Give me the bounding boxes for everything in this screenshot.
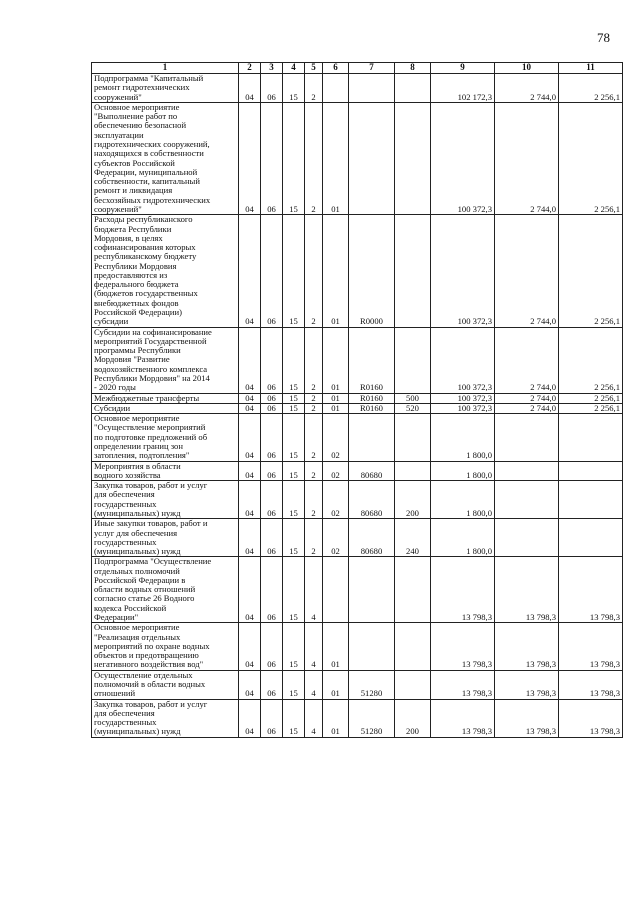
table-row xyxy=(92,102,623,214)
table-body xyxy=(92,74,623,738)
code-cell: 06 xyxy=(261,699,283,737)
code-cell: 04 xyxy=(239,557,261,623)
code-cell: 2 xyxy=(305,215,323,327)
code-cell: 51280 xyxy=(349,699,395,737)
code-cell: 80680 xyxy=(349,519,395,557)
code-cell: R0000 xyxy=(349,215,395,327)
table-row xyxy=(92,699,623,737)
code-cell: 2 xyxy=(305,414,323,461)
code-cell: 02 xyxy=(323,519,349,557)
amount-cell: 13 798,3 xyxy=(559,670,623,699)
code-cell: 200 xyxy=(395,699,431,737)
code-cell xyxy=(395,327,431,393)
row-name: Основное мероприятие "Осуществление мероприятий по подготовке предложений об определении границ зон затопления, подтопления" xyxy=(92,414,239,461)
code-cell: 04 xyxy=(239,215,261,327)
code-cell: 15 xyxy=(283,393,305,403)
code-cell xyxy=(395,74,431,103)
amount-cell: 2 256,1 xyxy=(559,403,623,413)
amount-cell xyxy=(559,414,623,461)
code-cell: 04 xyxy=(239,461,261,481)
code-cell xyxy=(323,557,349,623)
code-cell: 01 xyxy=(323,699,349,737)
code-cell: 15 xyxy=(283,623,305,670)
code-cell xyxy=(349,102,395,214)
code-cell: 06 xyxy=(261,215,283,327)
code-cell: 51280 xyxy=(349,670,395,699)
amount-cell: 1 800,0 xyxy=(431,481,495,519)
amount-cell: 100 372,3 xyxy=(431,393,495,403)
amount-cell xyxy=(559,519,623,557)
code-cell: 04 xyxy=(239,327,261,393)
code-cell xyxy=(349,557,395,623)
code-cell: 4 xyxy=(305,699,323,737)
code-cell: 2 xyxy=(305,393,323,403)
table-row xyxy=(92,461,623,481)
code-cell: 02 xyxy=(323,461,349,481)
code-cell: 04 xyxy=(239,699,261,737)
amount-cell: 2 256,1 xyxy=(559,393,623,403)
amount-cell: 1 800,0 xyxy=(431,519,495,557)
amount-cell: 13 798,3 xyxy=(431,670,495,699)
code-cell: 02 xyxy=(323,414,349,461)
code-cell: 15 xyxy=(283,74,305,103)
code-cell: 80680 xyxy=(349,461,395,481)
budget-table xyxy=(91,62,623,738)
code-cell: 2 xyxy=(305,102,323,214)
table-row xyxy=(92,557,623,623)
table-row xyxy=(92,74,623,103)
column-header: 9 xyxy=(431,63,495,74)
code-cell: 06 xyxy=(261,393,283,403)
amount-cell: 13 798,3 xyxy=(431,623,495,670)
code-cell: 15 xyxy=(283,481,305,519)
amount-cell: 13 798,3 xyxy=(559,557,623,623)
amount-cell: 1 800,0 xyxy=(431,461,495,481)
code-cell: 06 xyxy=(261,327,283,393)
column-header: 6 xyxy=(323,63,349,74)
code-cell: 15 xyxy=(283,519,305,557)
page-number: 78 xyxy=(597,30,610,45)
column-header: 2 xyxy=(239,63,261,74)
code-cell: 15 xyxy=(283,699,305,737)
code-cell: 04 xyxy=(239,670,261,699)
table-row xyxy=(92,215,623,327)
amount-cell: 2 744,0 xyxy=(495,102,559,214)
code-cell: 06 xyxy=(261,102,283,214)
code-cell: 06 xyxy=(261,414,283,461)
code-cell: 06 xyxy=(261,557,283,623)
amount-cell xyxy=(559,481,623,519)
amount-cell: 13 798,3 xyxy=(559,699,623,737)
code-cell: 04 xyxy=(239,393,261,403)
code-cell: 240 xyxy=(395,519,431,557)
code-cell: 2 xyxy=(305,481,323,519)
code-cell: 15 xyxy=(283,215,305,327)
code-cell: 06 xyxy=(261,481,283,519)
code-cell xyxy=(395,461,431,481)
amount-cell: 2 744,0 xyxy=(495,74,559,103)
code-cell: 15 xyxy=(283,557,305,623)
table-row xyxy=(92,481,623,519)
row-name: Подпрограмма "Осуществление отдельных полномочий Российской Федерации в области водных отношений согласно статье 26 Водного кодекса Российской Федерации" xyxy=(92,557,239,623)
code-cell xyxy=(395,414,431,461)
table-row xyxy=(92,623,623,670)
amount-cell xyxy=(495,461,559,481)
column-header: 8 xyxy=(395,63,431,74)
amount-cell: 2 256,1 xyxy=(559,102,623,214)
code-cell: 02 xyxy=(323,481,349,519)
code-cell: 01 xyxy=(323,215,349,327)
code-cell: 2 xyxy=(305,519,323,557)
code-cell xyxy=(349,623,395,670)
code-cell: 01 xyxy=(323,393,349,403)
column-header: 3 xyxy=(261,63,283,74)
code-cell: 4 xyxy=(305,623,323,670)
code-cell: 2 xyxy=(305,403,323,413)
code-cell: 04 xyxy=(239,74,261,103)
row-name: Субсидии xyxy=(92,403,239,413)
amount-cell: 13 798,3 xyxy=(495,557,559,623)
code-cell: 80680 xyxy=(349,481,395,519)
amount-cell: 13 798,3 xyxy=(495,670,559,699)
table-row xyxy=(92,393,623,403)
table-row xyxy=(92,327,623,393)
code-cell: 06 xyxy=(261,403,283,413)
code-cell: 15 xyxy=(283,403,305,413)
table-row xyxy=(92,403,623,413)
code-cell: 4 xyxy=(305,557,323,623)
row-name: Иные закупки товаров, работ и услуг для обеспечения государственных (муниципальных) нужд xyxy=(92,519,239,557)
amount-cell: 100 372,3 xyxy=(431,215,495,327)
code-cell xyxy=(395,557,431,623)
code-cell: 04 xyxy=(239,102,261,214)
code-cell: 01 xyxy=(323,327,349,393)
code-cell: 01 xyxy=(323,102,349,214)
row-name: Осуществление отдельных полномочий в области водных отношений xyxy=(92,670,239,699)
code-cell: 01 xyxy=(323,403,349,413)
code-cell: 4 xyxy=(305,670,323,699)
code-cell: 04 xyxy=(239,414,261,461)
amount-cell: 2 256,1 xyxy=(559,215,623,327)
amount-cell: 2 744,0 xyxy=(495,215,559,327)
row-name: Субсидии на софинансирование мероприятий Государственной программы Республики Мордовия "Развитие водохозяйственного комплекса Республики Мордовия" на 2014 - 2020 годы xyxy=(92,327,239,393)
code-cell: 15 xyxy=(283,102,305,214)
amount-cell: 2 256,1 xyxy=(559,327,623,393)
code-cell: 04 xyxy=(239,519,261,557)
code-cell: 06 xyxy=(261,623,283,670)
column-header: 5 xyxy=(305,63,323,74)
code-cell: 2 xyxy=(305,327,323,393)
code-cell xyxy=(395,102,431,214)
amount-cell xyxy=(559,461,623,481)
row-name: Мероприятия в области водного хозяйства xyxy=(92,461,239,481)
code-cell: R0160 xyxy=(349,393,395,403)
column-header: 10 xyxy=(495,63,559,74)
amount-cell: 13 798,3 xyxy=(495,623,559,670)
amount-cell: 100 372,3 xyxy=(431,403,495,413)
row-name: Закупка товаров, работ и услуг для обеспечения государственных (муниципальных) нужд xyxy=(92,699,239,737)
code-cell: 2 xyxy=(305,461,323,481)
row-name: Подпрограмма "Капитальный ремонт гидротехнических сооружений" xyxy=(92,74,239,103)
code-cell xyxy=(349,414,395,461)
row-name: Основное мероприятие "Выполнение работ по обеспечению безопасной эксплуатации гидротехнических сооружений, находящихся в собственности субъектов Российской Федерации, муниципальной собственности, капитальный ремонт и ликвидация бесхозяйных гидротехнических сооружений" xyxy=(92,102,239,214)
amount-cell: 100 372,3 xyxy=(431,327,495,393)
code-cell xyxy=(395,670,431,699)
code-cell: 520 xyxy=(395,403,431,413)
row-name: Межбюджетные трансферты xyxy=(92,393,239,403)
column-header: 4 xyxy=(283,63,305,74)
amount-cell: 2 744,0 xyxy=(495,393,559,403)
column-header: 11 xyxy=(559,63,623,74)
row-name: Основное мероприятие "Реализация отдельных мероприятий по охране водных объектов и предотвращению негативного воздействия вод" xyxy=(92,623,239,670)
amount-cell xyxy=(495,481,559,519)
code-cell: 04 xyxy=(239,403,261,413)
table-row xyxy=(92,519,623,557)
code-cell: 200 xyxy=(395,481,431,519)
code-cell: 15 xyxy=(283,670,305,699)
code-cell xyxy=(323,74,349,103)
header-row xyxy=(92,63,623,74)
amount-cell: 2 744,0 xyxy=(495,403,559,413)
code-cell xyxy=(395,215,431,327)
code-cell: 01 xyxy=(323,670,349,699)
amount-cell: 13 798,3 xyxy=(559,623,623,670)
amount-cell xyxy=(495,519,559,557)
amount-cell xyxy=(495,414,559,461)
code-cell: 500 xyxy=(395,393,431,403)
amount-cell: 102 172,3 xyxy=(431,74,495,103)
amount-cell: 2 256,1 xyxy=(559,74,623,103)
code-cell: 04 xyxy=(239,481,261,519)
amount-cell: 13 798,3 xyxy=(495,699,559,737)
amount-cell: 13 798,3 xyxy=(431,557,495,623)
row-name: Расходы республиканского бюджета Республики Мордовия, в целях софинансирования которых республиканскому бюджету Республики Мордовия предоставляются из федерального бюджета (бюджетов государственных внебюджетных фондов Российской Федерации) субсидии xyxy=(92,215,239,327)
code-cell: 15 xyxy=(283,461,305,481)
code-cell: 06 xyxy=(261,461,283,481)
code-cell: 15 xyxy=(283,414,305,461)
row-name: Закупка товаров, работ и услуг для обеспечения государственных (муниципальных) нужд xyxy=(92,481,239,519)
amount-cell: 100 372,3 xyxy=(431,102,495,214)
table-row xyxy=(92,414,623,461)
code-cell xyxy=(395,623,431,670)
code-cell: 01 xyxy=(323,623,349,670)
code-cell: 06 xyxy=(261,519,283,557)
code-cell: R0160 xyxy=(349,403,395,413)
code-cell: 15 xyxy=(283,327,305,393)
code-cell: 06 xyxy=(261,670,283,699)
code-cell: 04 xyxy=(239,623,261,670)
amount-cell: 2 744,0 xyxy=(495,327,559,393)
code-cell: 2 xyxy=(305,74,323,103)
column-header: 1 xyxy=(92,63,239,74)
table-row xyxy=(92,670,623,699)
column-header: 7 xyxy=(349,63,395,74)
amount-cell: 13 798,3 xyxy=(431,699,495,737)
code-cell: R0160 xyxy=(349,327,395,393)
code-cell xyxy=(349,74,395,103)
code-cell: 06 xyxy=(261,74,283,103)
amount-cell: 1 800,0 xyxy=(431,414,495,461)
